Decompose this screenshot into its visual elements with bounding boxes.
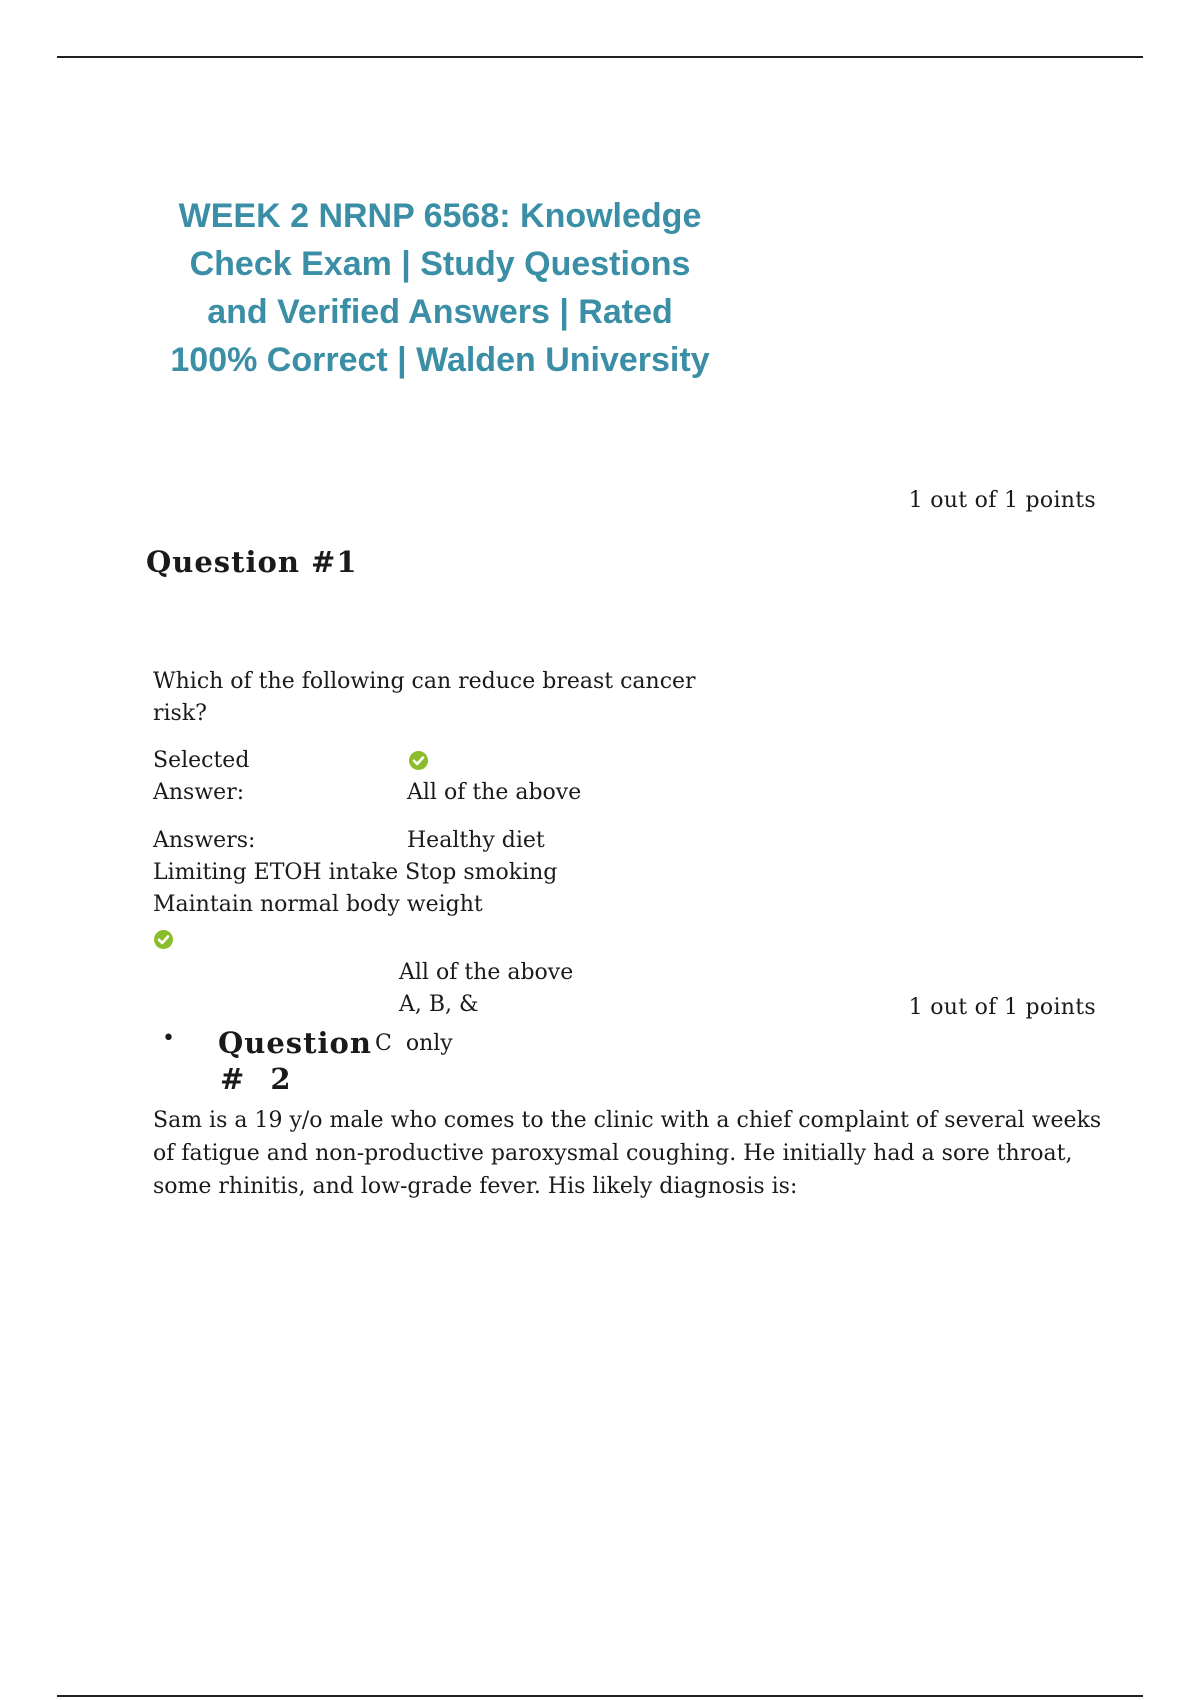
bottom-rule: [57, 1695, 1143, 1697]
answer-extra-text: C only: [375, 1031, 453, 1056]
question1-points: 1 out of 1 points: [908, 488, 1096, 513]
check-circle-icon: [154, 930, 173, 949]
answer-label: Answer:: [153, 780, 245, 805]
question1-heading: Question #1: [146, 545, 358, 579]
bullet: •: [162, 1026, 175, 1051]
title-line: WEEK 2 NRNP 6568: Knowledge: [178, 197, 702, 235]
selected-answer: All of the above: [407, 780, 582, 805]
top-rule: [57, 56, 1143, 58]
check-circle-icon: [409, 751, 428, 770]
selected-label: Selected: [153, 748, 250, 773]
question1-text: Which of the following can reduce breast cancer risk?: [153, 669, 696, 726]
title-line: 100% Correct | Walden University: [170, 341, 710, 379]
answer-option: Maintain normal body weight: [153, 892, 483, 917]
question2-number: # 2: [220, 1062, 299, 1096]
question2-points: 1 out of 1 points: [908, 995, 1096, 1020]
document-title: [140, 192, 740, 384]
correct-answer: All of the above: [399, 960, 574, 985]
title-line: and Verified Answers | Rated: [207, 293, 673, 331]
answer-option: Healthy diet: [407, 828, 545, 853]
answer-extra-text: A, B, &: [399, 992, 479, 1017]
question2-heading: Question: [218, 1026, 372, 1060]
question2-text: Sam is a 19 y/o male who comes to the clinic with a chief complaint of several weeks of fatigue and non-productive paroxysmal coughing. He initially had a sore throat, some rhinitis, and low-grade fever. His likely diagnosis is:: [153, 1108, 1102, 1199]
answers-label: Answers:: [153, 828, 256, 853]
answer-option: Limiting ETOH intake Stop smoking: [153, 860, 558, 885]
title-line: Check Exam | Study Questions: [189, 245, 691, 283]
